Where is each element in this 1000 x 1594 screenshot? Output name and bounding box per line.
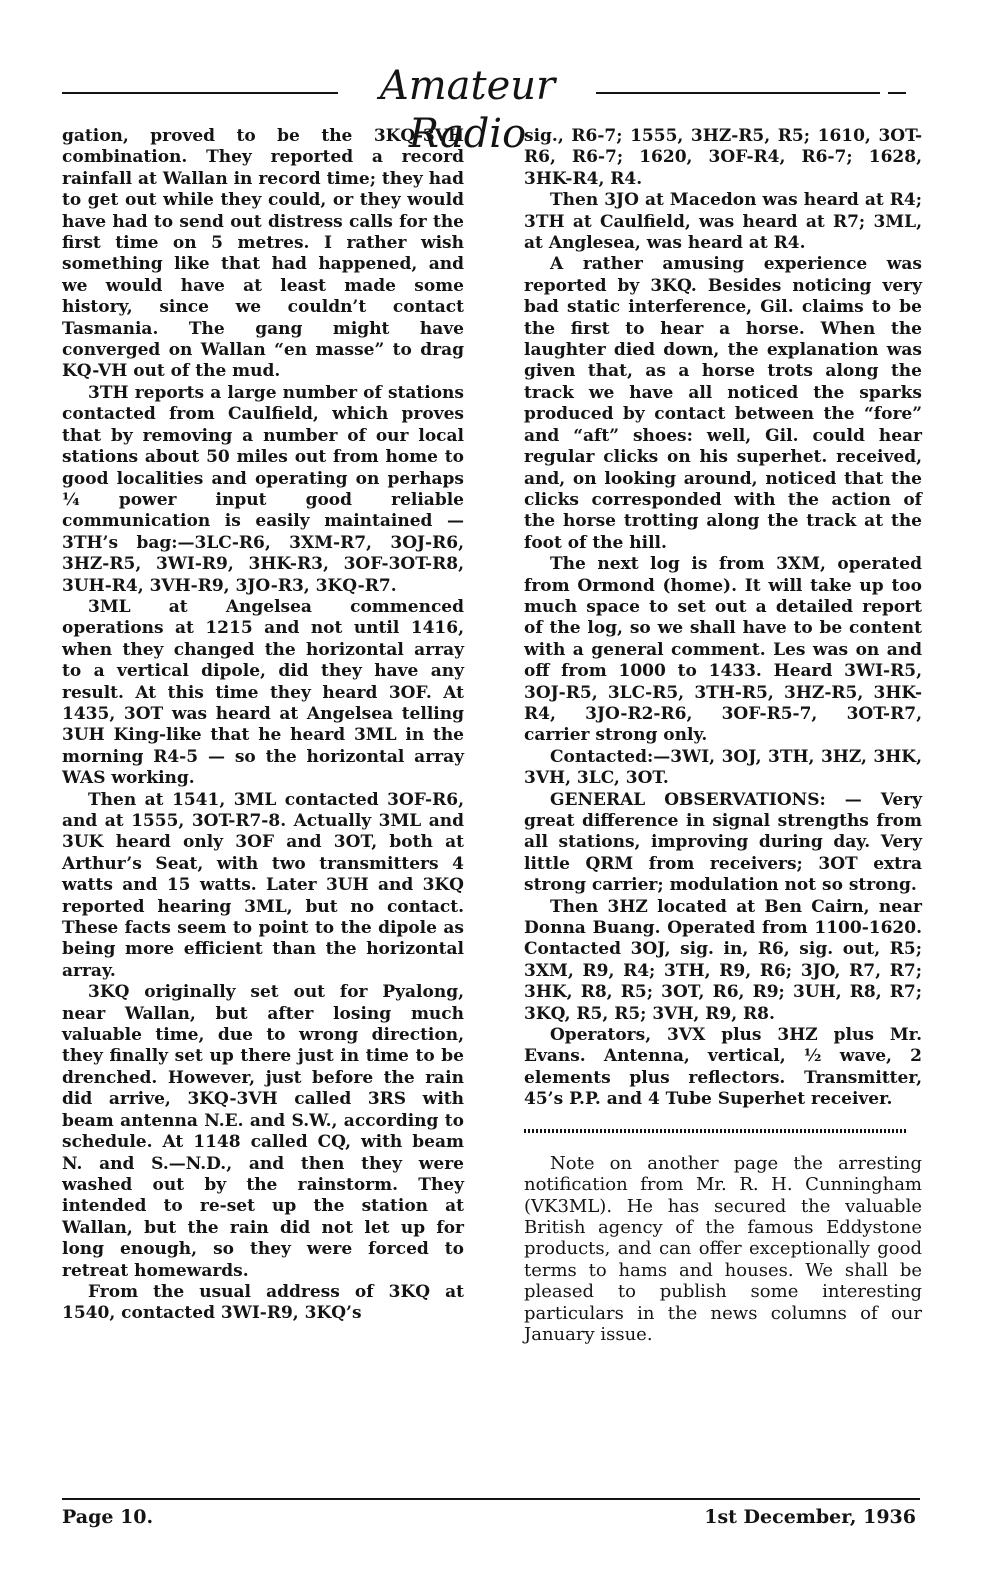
right-column: [524, 126, 922, 1474]
paragraph: 3ML at Angelsea commenced operations at 1215 and not until 1416, when they changed the horizontal array to a vertical dipole, did they have any result. At this time they heard 3OF. At 1435, 3OT was heard at Angelsea telling 3UH King-like that he heard 3ML in the morning R4-5 — so the horizontal array WAS working.: [62, 596, 464, 789]
left-column: [62, 126, 464, 1474]
paragraph: The next log is from 3XM, operated from Ormond (home). It will take up too much space to set out a detailed report of the log, so we shall have to be content with a general comment. Les was on and off from 1000 to 1433. Heard 3WI-R5, 3OJ-R5, 3LC-R5, 3TH-R5, 3HZ-R5, 3HK-R4, 3JO-R2-R6, 3OF-R5-7, 3OT-R7, carrier strong only.: [524, 554, 922, 746]
issue-date: 1st December, 1936: [704, 1506, 916, 1528]
paragraph: Operators, 3VX plus 3HZ plus Mr. Evans. Antenna, vertical, ½ wave, 2 elements plus reflectors. Transmitter, 45’s P.P. and 4 Tube Superhet receiver.: [524, 1025, 922, 1110]
paragraph: Then 3JO at Macedon was heard at R4; 3TH at Caulfield, was heard at R7; 3ML, at Anglesea, was heard at R4.: [524, 190, 922, 254]
paragraph: GENERAL OBSERVATIONS: — Very great difference in signal strengths from all stations, improving during day. Very little QRM from receivers; 3OT extra strong carrier; modulation not so strong.: [524, 789, 922, 896]
page-number: Page 10.: [62, 1506, 154, 1528]
paragraph: sig., R6-7; 1555, 3HZ-R5, R5; 1610, 3OT-R6, R6-7; 1620, 3OF-R4, R6-7; 1628, 3HK-R4, R4.: [524, 126, 922, 189]
masthead-rule-left: [62, 92, 338, 94]
paragraph: 3KQ originally set out for Pyalong, near Wallan, but after losing much valuable time, due to wrong direction, they finally set up there just in time to be drenched. However, just before the rain did arrive, 3KQ-3VH called 3RS with beam antenna N.E. and S.W., according to schedule. At 1148 called CQ, with beam N. and S.—N.D., and then they were washed out by the rainstorm. They intended to re-set up the station at Wallan, but the rain did not let up for long enough, so they were forced to retreat homewards.: [62, 982, 464, 1281]
paragraph: Contacted:—3WI, 3OJ, 3TH, 3HZ, 3HK, 3VH, 3LC, 3OT.: [524, 746, 922, 789]
dotted-separator: [524, 1129, 908, 1133]
paragraph: Then 3HZ located at Ben Cairn, near Donna Buang. Operated from 1100-1620. Contacted 3OJ, sig. in, R6, sig. out, R5; 3XM, R9, R4; 3TH, R9, R6; 3JO, R7, R7; 3HK, R8, R5; 3OT, R6, R9; 3UH, R8, R7; 3KQ, R5, R5; 3VH, R9, R8.: [524, 896, 922, 1024]
masthead-title: Amateur Radio: [379, 63, 556, 157]
paragraph: 3TH reports a large number of stations contacted from Caulfield, which proves that by removing a number of our local stations about 50 miles out from home to good localities and operating on perhaps ¼ power input good reliable communication is easily maintained — 3TH’s bag:—3LC-R6, 3XM-R7, 3OJ-R6, 3HZ-R5, 3WI-R9, 3HK-R3, 3OF-3OT-R8, 3UH-R4, 3VH-R9, 3JO-R3, 3KQ-R7.: [62, 382, 464, 596]
masthead-rule-right: [596, 92, 880, 94]
paragraph: Then at 1541, 3ML contacted 3OF-R6, and at 1555, 3OT-R7-8. Actually 3ML and 3UK heard only 3OF and 3OT, both at Arthur’s Seat, with two transmitters 4 watts and 15 watts. Later 3UH and 3KQ reported hearing 3ML, but no contact. These facts seem to point to the dipole as being more efficient than the horizontal array.: [62, 789, 464, 981]
paragraph: A rather amusing experience was reported by 3KQ. Besides noticing very bad static interference, Gil. claims to be the first to hear a horse. When the laughter died down, the explanation was given that, as a horse trots along the track we have all noticed the sparks produced by contact between the “fore” and “aft” shoes: well, Gil. could hear regular clicks on his superhet. received, and, on looking around, noticed that the clicks corresponded with the action of the horse trotting along the track at the foot of the hill.: [524, 254, 922, 553]
masthead-dash: [888, 92, 906, 94]
footer-rule: [62, 1498, 920, 1500]
agency-note: Note on another page the arresting notification from Mr. R. H. Cunningham (VK3ML). He has secured the valuable British agency of the famous Eddystone products, and can offer exceptionally good terms to hams and houses. We shall be pleased to publish some interesting particulars in the news columns of our January issue.: [524, 1152, 922, 1345]
paragraph: From the usual address of 3KQ at 1540, contacted 3WI-R9, 3KQ’s: [62, 1281, 464, 1324]
paragraph: gation, proved to be the 3KQ-3VH combination. They reported a record rainfall at Wallan in record time; they had to get out while they could, or they would have had to send out distress calls for the first time on 5 metres. I rather wish something like that had happened, and we would have at least made some history, since we couldn’t contact Tasmania. The gang might have converged on Wallan “en masse” to drag KQ-VH out of the mud.: [62, 126, 464, 382]
